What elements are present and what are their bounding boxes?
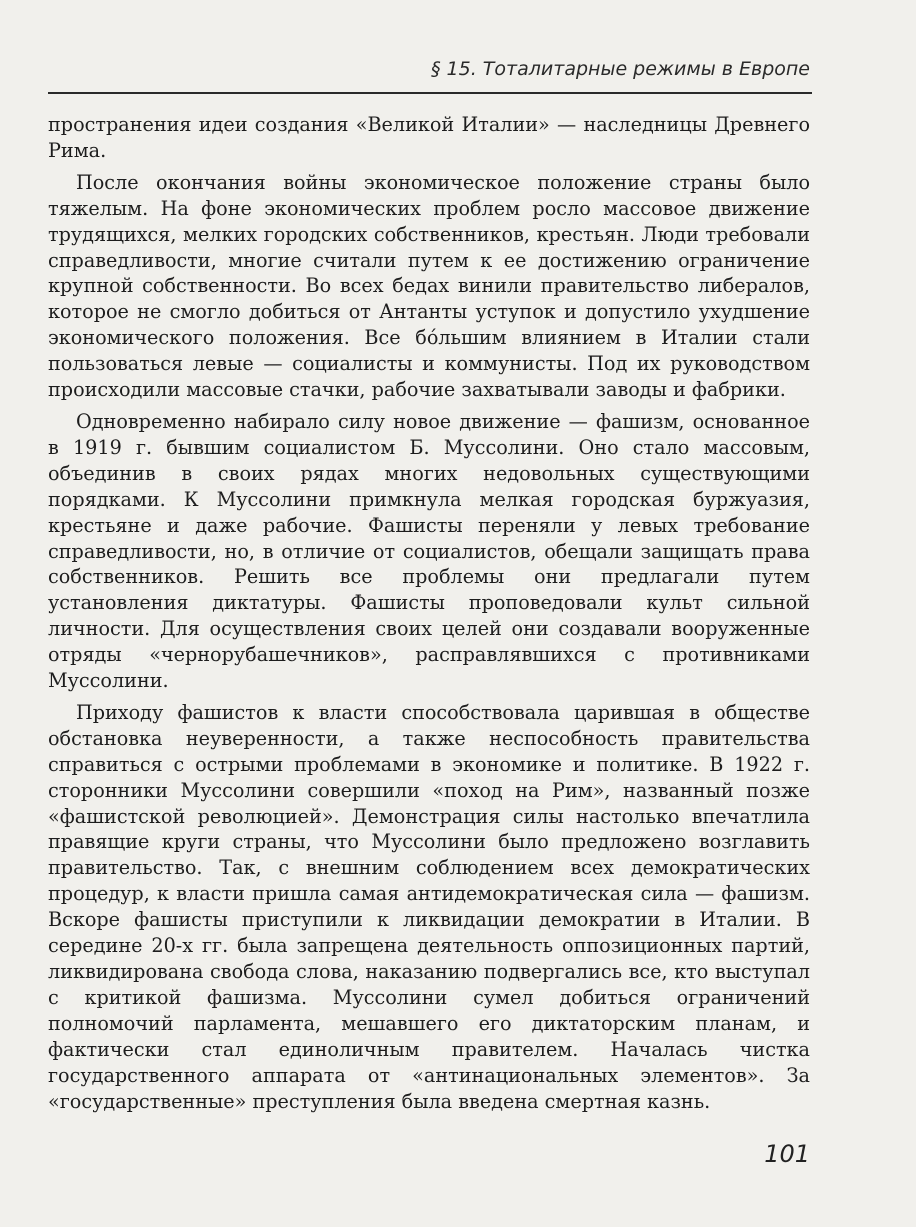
paragraph-continuation: пространения идеи создания «Великой Италии» — наследницы Древнего Рима. xyxy=(48,113,810,162)
running-head: § 15. Тоталитарные режимы в Европе xyxy=(431,58,810,80)
body-text xyxy=(48,112,810,1114)
paragraph: После окончания войны экономическое положение страны было тяжелым. На фоне экономических проблем росло массовое движение трудящихся, мелких городских собственников, крестьян. Люди требовали справедливости, многие считали путем к ее достижению ограничение крупной собственности. Во всех бедах винили правительство либералов, которое не смогло добиться от Антанты уступок и допустило ухудшение экономического положения. Все бо́льшим влиянием в Италии стали пользоваться левые — социалисты и коммунисты. Под их руководством происходили массовые стачки, рабочие захватывали заводы и фабрики. xyxy=(48,170,810,402)
paragraph: Одновременно набирало силу новое движение — фашизм, основанное в 1919 г. бывшим социалистом Б. Муссолини. Оно стало массовым, объединив в своих рядах многих недовольных существующими порядками. К Муссолини примкнула мелкая городская буржуазия, крестьяне и даже рабочие. Фашисты переняли у левых требование справедливости, но, в отличие от социалистов, обещали защищать права собственников. Решить все проблемы они предлагали путем установления диктатуры. Фашисты проповедовали культ сильной личности. Для осуществления своих целей они создавали вооруженные отряды «чернорубашечников», расправлявшихся с противниками Муссолини. xyxy=(48,409,810,693)
paragraph: Приходу фашистов к власти способствовала царившая в обществе обстановка неуверенности, а также неспособность правительства справиться с острыми проблемами в экономике и политике. В 1922 г. сторонники Муссолини совершили «поход на Рим», названный позже «фашистской революцией». Демонстрация силы настолько впечатлила правящие круги страны, что Муссолини было предложено возглавить правительство. Так, с внешним соблюдением всех демократических процедур, к власти пришла самая антидемократическая сила — фашизм. Вскоре фашисты приступили к ликвидации демократии в Италии. В середине 20-х гг. была запрещена деятельность оппозиционных партий, ликвидирована свобода слова, наказанию подвергались все, кто выступал с критикой фашизма. Муссолини сумел добиться ограничений полномочий парламента, мешавшего его диктаторским планам, и фактически стал единоличным правителем. Началась чистка государственного аппарата от «антинациональных элементов». За «государственные» преступления была введена смертная казнь. xyxy=(48,700,810,1113)
header-rule xyxy=(48,92,812,94)
page-number: 101 xyxy=(764,1140,810,1168)
